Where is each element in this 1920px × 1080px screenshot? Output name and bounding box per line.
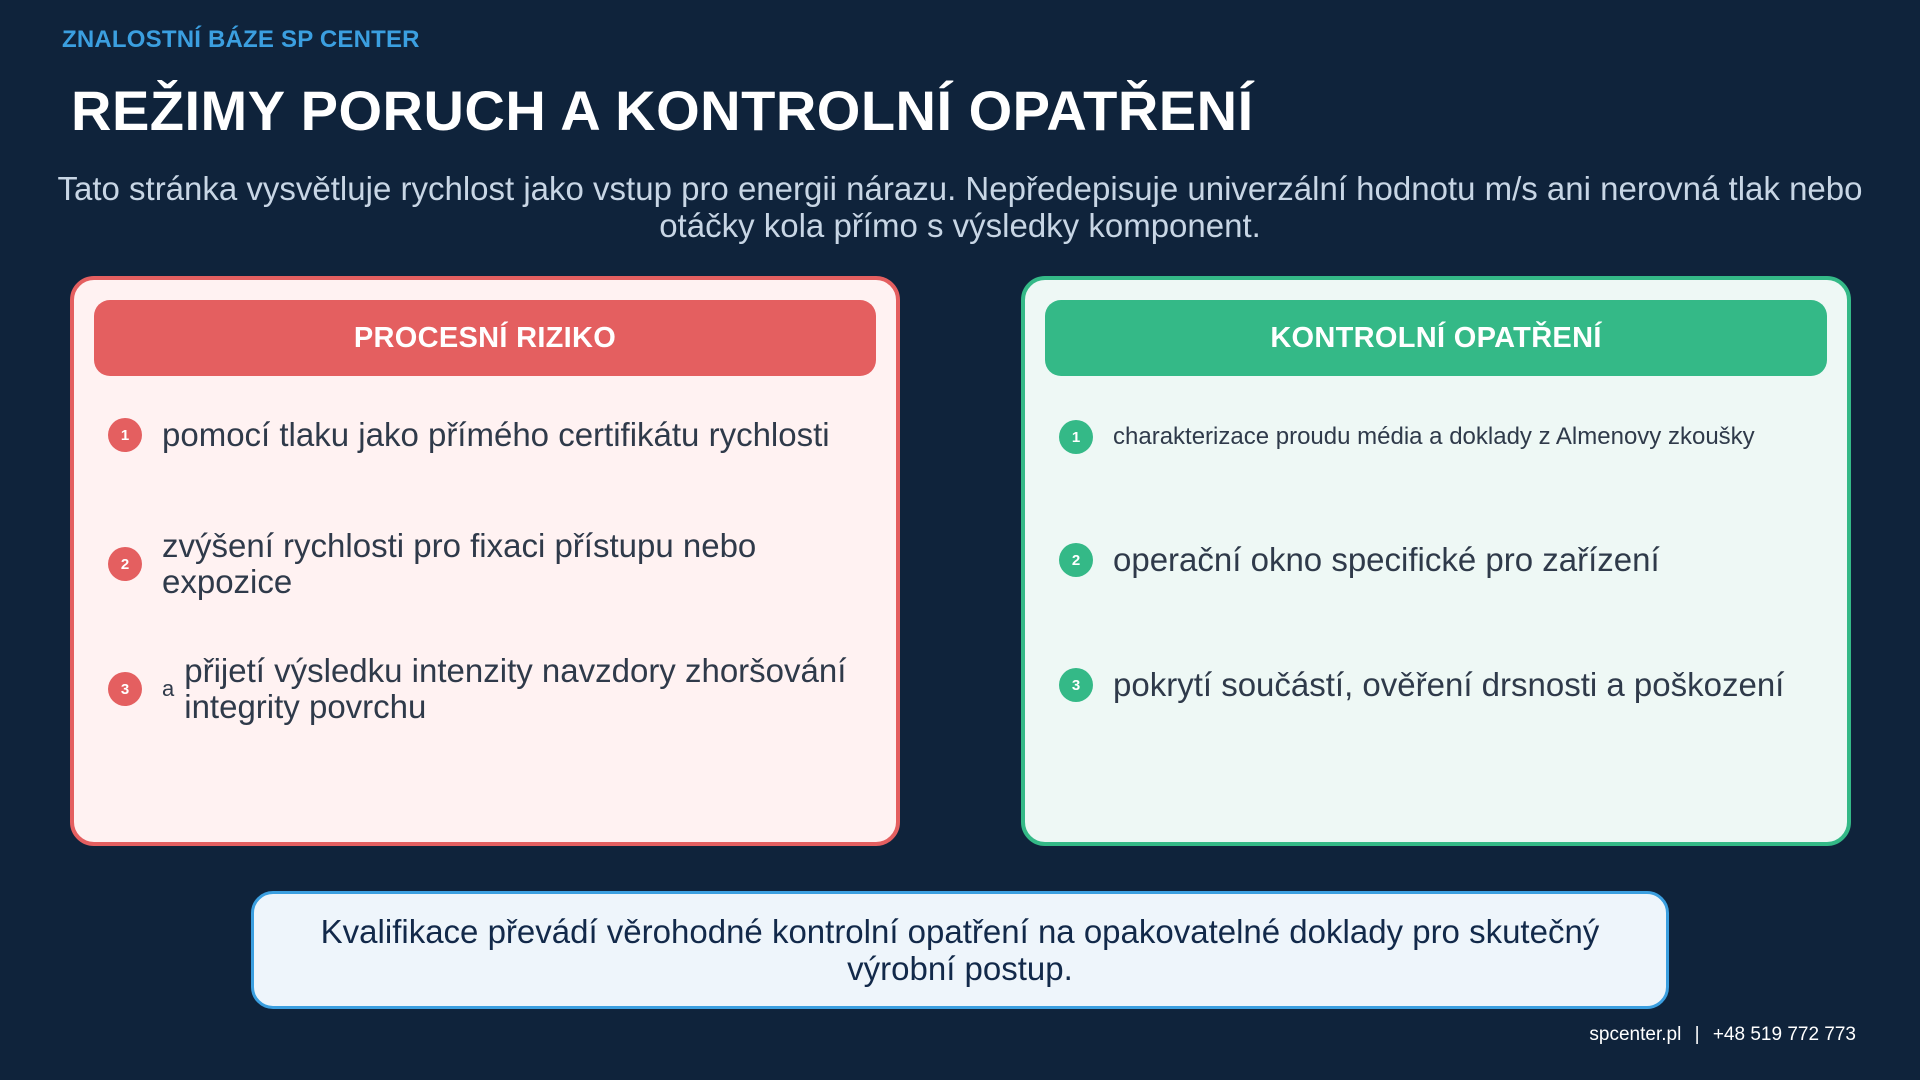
risk-item-text: pomocí tlaku jako přímého certifikátu rychlosti xyxy=(162,416,830,453)
footer-website[interactable]: spcenter.pl xyxy=(1589,1024,1682,1045)
risk-item-text: zvýšení rychlosti pro fixaci přístupu nebo expozice xyxy=(162,527,757,600)
qualification-note-text: Kvalifikace převádí věrohodné kontrolní opatření na opakovatelné doklady pro skutečný výrobní postup. xyxy=(320,913,1600,987)
number-badge: 2 xyxy=(108,547,142,581)
control-measures-heading: KONTROLNÍ OPATŘENÍ xyxy=(1045,300,1827,376)
number-badge: 1 xyxy=(1059,420,1093,454)
footer-separator: | xyxy=(1694,1024,1700,1045)
control-item-text: operační okno specifické pro zařízení xyxy=(1113,541,1660,578)
risk-item-text: přijetí výsledku intenzity navzdory zhoršování integrity povrchu xyxy=(184,652,847,725)
number-badge: 2 xyxy=(1059,543,1093,577)
process-risk-heading: PROCESNÍ RIZIKO xyxy=(94,300,876,376)
risk-item-3 xyxy=(108,653,866,725)
control-item-2 xyxy=(1059,542,1817,578)
qualification-note xyxy=(251,891,1669,1009)
risk-item-1 xyxy=(108,417,866,453)
control-item-3 xyxy=(1059,667,1817,703)
risk-item-2 xyxy=(108,528,866,600)
risk-item-prefix: a xyxy=(162,676,175,701)
control-item-text: charakterizace proudu média a doklady z Almenovy zkoušky xyxy=(1113,423,1755,450)
kicker-label: ZNALOSTNÍ BÁZE SP CENTER xyxy=(62,26,420,53)
page-title: REŽIMY PORUCH A KONTROLNÍ OPATŘENÍ xyxy=(71,79,1254,142)
number-badge: 3 xyxy=(108,672,142,706)
control-item-text: pokrytí součástí, ověření drsnosti a poškození xyxy=(1113,666,1785,703)
number-badge: 1 xyxy=(108,418,142,452)
page-subtitle: Tato stránka vysvětluje rychlost jako vstup pro energii nárazu. Nepředepisuje univerzální hodnotu m/s ani nerovná tlak nebo otáčky kola přímo s výsledky komponent. xyxy=(57,170,1863,244)
number-badge: 3 xyxy=(1059,668,1093,702)
control-measures-card xyxy=(1021,276,1851,846)
control-item-1 xyxy=(1059,420,1817,454)
process-risk-card xyxy=(70,276,900,846)
footer-contact xyxy=(1589,1024,1856,1046)
footer-phone[interactable]: +48 519 772 773 xyxy=(1712,1024,1856,1045)
